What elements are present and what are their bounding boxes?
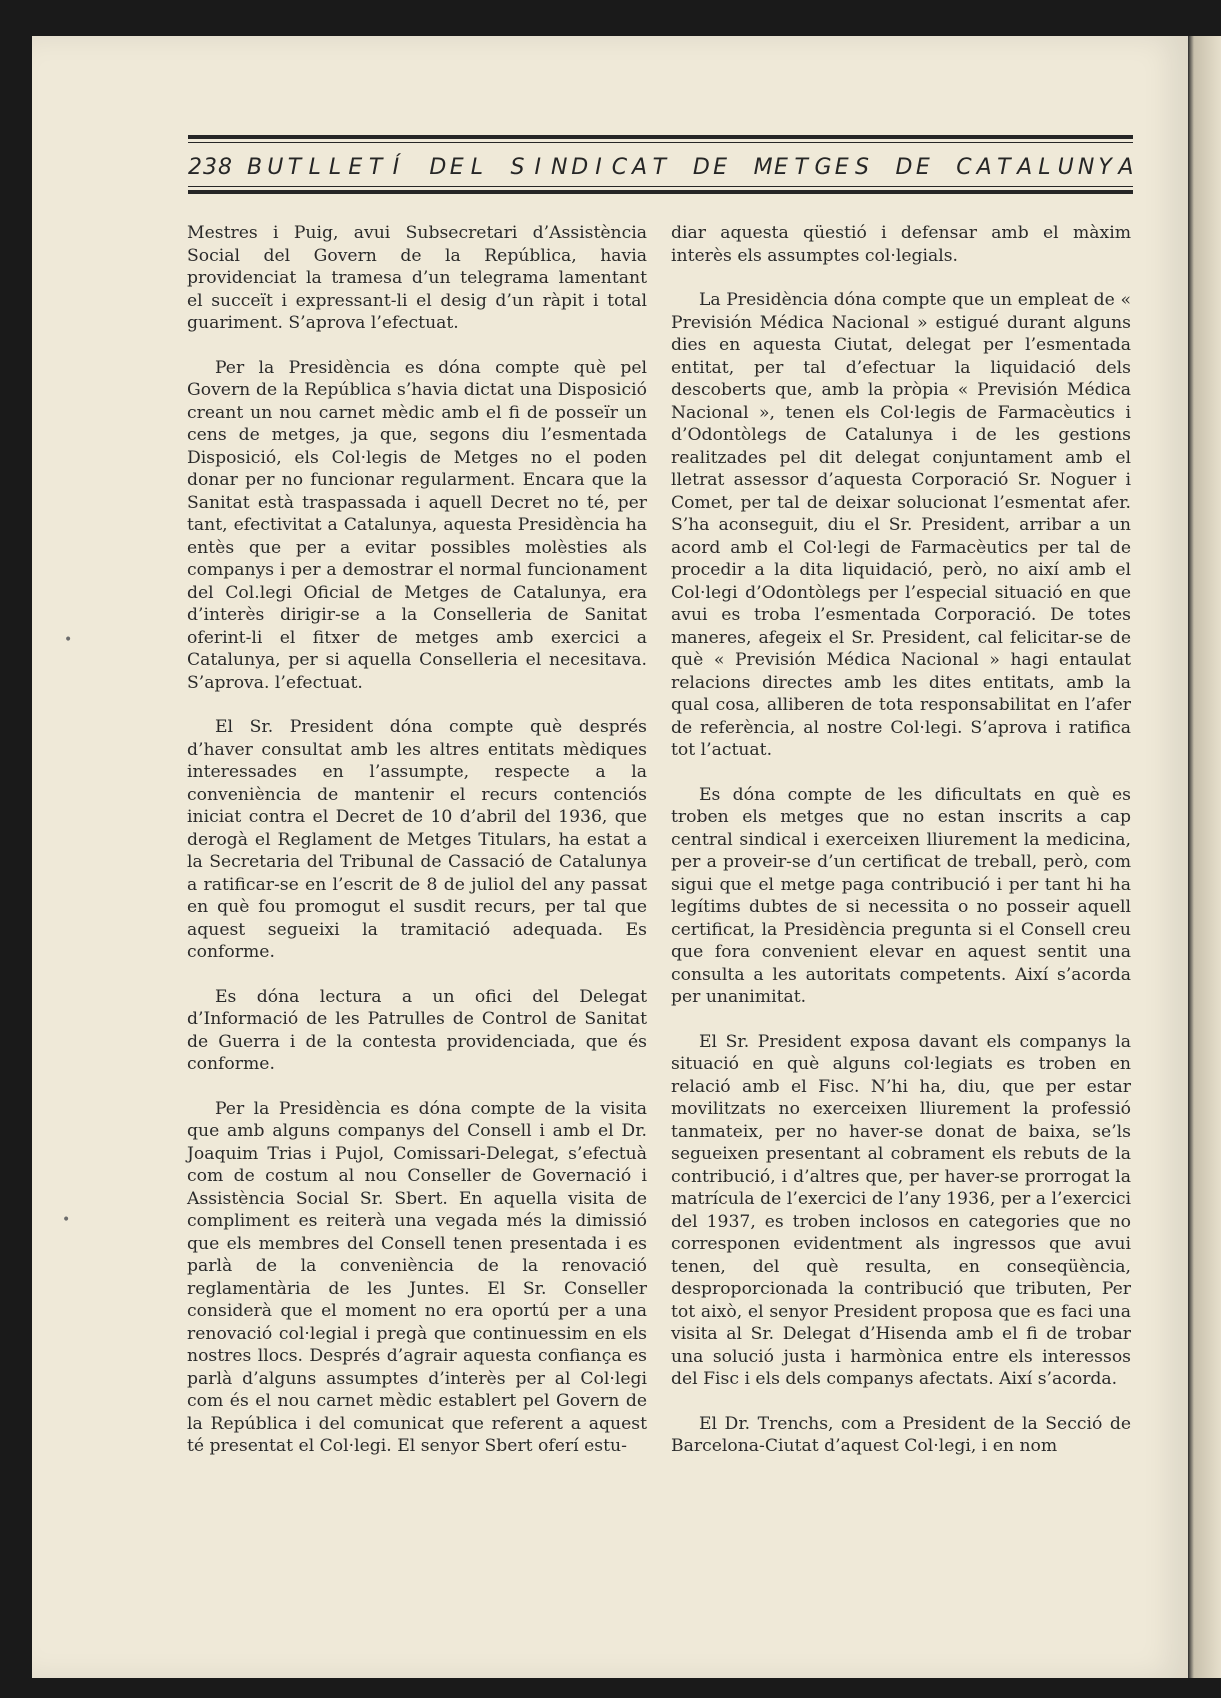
paragraph: Per la Presidència es dóna compte de la visita que amb alguns companys del Consell i amb el Dr. Joaquim Trias i Pujol, Comissari-Delegat, s’efectuà com de costum al nou Conseller de Governació i Assistència Social Sr. Sbert. En aquella visita de compliment es reiterà una vegada més la dimissió que els membres del Consell tenen presentada i es parlà de la conveniència de la renovació reglamentària de les Juntes. El Sr. Conseller considerà que el moment no era oportú per a una renovació col·legial i pregà que continuessim en els nostres llocs. Després d’agrair aquesta confiança es parlà d’alguns assumptes d’interès per al Col·legi com és el nou carnet mèdic establert pel Govern de la República i del comunicat que referent a aquest té presentat el Col·legi. El senyor Sbert oferí estu- [187,1098,647,1456]
header-rule-top [188,135,1133,139]
paragraph: diar aquesta qüestió i defensar amb el màxim interès els assumptes col·legials. [671,223,1131,266]
paragraph: Es dóna lectura a un ofici del Delegat d’Informació de les Patrulles de Control de Sanitat de Guerra i de la contesta providenciada, que és conforme. [187,986,647,1074]
next-page-edge [1188,36,1221,1678]
paragraph: Per la Presidència es dóna compte què pel Govern de la República s’havia dictat una Disposició creant un nou carnet mèdic amb el fi de posseïr un cens de metges, ja que, segons diu l’esmentada Disposició, els Col·legis de Metges no el poden donar per no funcionar regularment. Encara que la Sanitat està traspassada i aquell Decret no té, per tant, efectivitat a Catalunya, aquesta Presidència ha entès que per a evitar possibles molèsties als companys i per a demostrar el normal funcionament del Col.legi Oficial de Metges de Catalunya, era d’interès dirigir-se a la Conselleria de Sanitat oferint-li el fitxer de metges amb exercici a Catalunya, per si aquella Conselleria el necesitava. S’aprova. l’efectuat. [187,357,647,693]
page-number: 238 [188,154,233,180]
margin-mark: • [64,632,73,648]
paragraph: El Sr. President dóna compte què després d’haver consultat amb les altres entitats mèdiques interessades en l’assumpte, respecte a la conveniència de mantenir el recurs contenciós iniciat contra el Decret de 10 d’abril del 1936, que derogà el Reglament de Metges Titulars, ha estat a la Secretaria del Tribunal de Cassació de Catalunya a ratificar-se en l’escrit de 8 de juliol del any passat en què fou promogut el susdit recurs, per tal que aquest segueixi la tramitació adequada. Es conforme. [187,717,647,962]
paragraph: Es dóna compte de les dificultats en què es troben els metges que no estan inscrits a cap central sindical i exerceixen lliurement la medicina, per a proveir-se d’un certificat de treball, però, com sigui que el metge paga contribució i per tant hi ha legítims dubtes de si necessita o no posseir aquell certificat, la Presidència pregunta si el Consell creu que fora convenient elevar en aquest sentit una consulta a les autoritats competents. Així s’acorda per unanimitat. [671,784,1131,1007]
margin-mark: • [62,1212,71,1228]
paragraph: Mestres i Puig, avui Subsecretari d’Assistència Social del Govern de la República, havia providenciat la tramesa d’un telegrama lamentant el succeït i expressant-li el desig d’un ràpit i total guariment. S’aprova l’efectuat. [187,223,647,333]
left-column [187,222,647,1480]
right-column [671,222,1131,1480]
header-rule-top-thin [188,142,1133,143]
paragraph: La Presidència dóna compte que un empleat de « Previsión Médica Nacional » estigué durant alguns dies en aquesta Ciutat, delegat per l’esmentada entitat, per tal d’efectuar la liquidació dels descoberts que, amb la pròpia « Previsión Médica Nacional », tenen els Col·legis de Farmacèutics i d’Odontòlegs de Catalunya i de les gestions realitzades pel dit delegat conjuntament amb el lletrat assessor d’aquesta Corporació Sr. Noguer i Comet, per tal de deixar solucionat l’esmentat afer. S’ha aconseguit, diu el Sr. President, arribar a un acord amb el Col·legi de Farmacèutics per tal de procedir a la dita liquidació, però, no així amb el Col·legi d’Odontòlegs per l’especial situació en que avui es troba l’esmentada Corporació. De totes maneres, afegeix el Sr. President, cal felicitar-se de què « Previsión Médica Nacional » hagi entaulat relacions directes amb les dites entitats, amb la qual cosa, alliberen de tota responsabilitat en l’afer de referència, al nostre Col·legi. S’aprova i ratifica tot l’actuat. [671,290,1131,760]
paragraph: El Dr. Trenchs, com a President de la Secció de Barcelona-Ciutat d’aquest Col·legi, i en nom [671,1413,1131,1456]
paragraph: El Sr. President exposa davant els companys la situació en què alguns col·legiats es troben en relació amb el Fisc. N’hi ha, diu, que per estar movilitzats no exerceixen lliurement la professió tanmateix, per no haver-se donat de baixa, se’ls segueixen presentant al cobrament els rebuts de la contribució, i d’altres que, per haver-se prorrogat la matrícula de l’exercici de l’any 1936, per a l’exercici del 1937, es troben inclosos en categories que no corresponen evidentment als ingressos que avui tenen, del què resulta, en conseqüència, desproporcionada la contribució que tributen, Per tot això, el senyor President proposa que es faci una visita al Sr. Delegat d’Hisenda amb el fi de trobar una solució justa i harmònica entre els interessos del Fisc i els dels companys afectats. Així s’acorda. [671,1031,1131,1389]
running-header [188,150,1133,184]
header-rule-bottom [188,190,1133,194]
header-rule-bottom-thin [188,186,1133,187]
journal-title: B U T L L E T Í D E L S I N D I C A T D E M E T G E S D E C A T A L U N Y A [247,154,1134,180]
